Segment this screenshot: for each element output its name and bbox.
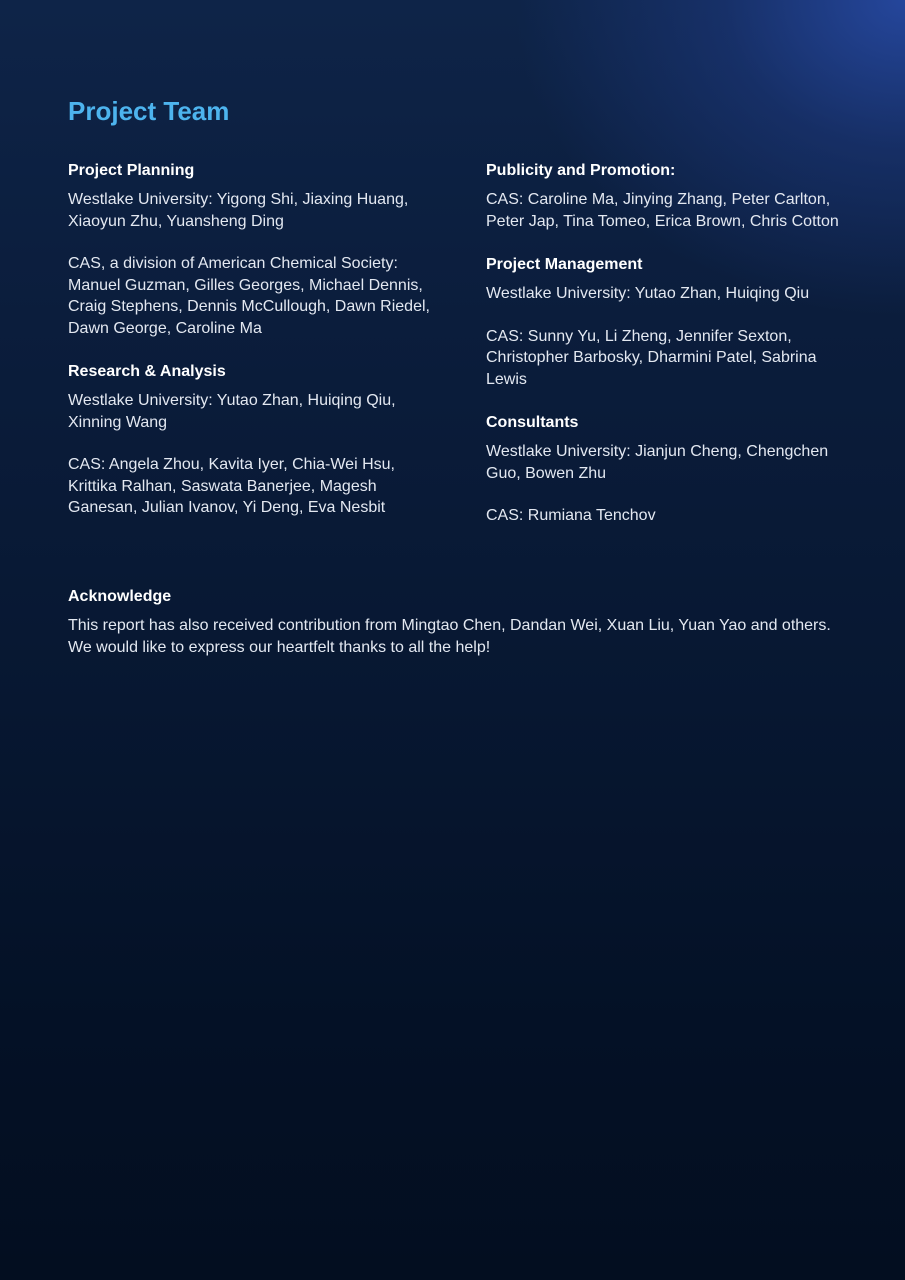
section-heading: Project Planning <box>68 162 195 179</box>
section-consultants <box>486 412 866 527</box>
section-paragraph: CAS: Rumiana Tenchov <box>486 507 656 524</box>
page-title: Project Team <box>68 96 230 126</box>
section-paragraph: Westlake University: Yigong Shi, Jiaxing Huang, Xiaoyun Zhu, Yuansheng Ding <box>68 191 409 230</box>
acknowledge-heading: Acknowledge <box>68 588 172 605</box>
section-paragraph: CAS, a division of American Chemical Society: Manuel Guzman, Gilles Georges, Michael Dennis, Craig Stephens, Dennis McCullough, Dawn Riedel, Dawn George, Caroline Ma <box>68 255 430 337</box>
left-column <box>68 160 453 541</box>
section-project-planning <box>68 160 453 339</box>
acknowledge-section <box>68 586 868 658</box>
section-paragraph: CAS: Angela Zhou, Kavita Iyer, Chia-Wei Hsu, Krittika Ralhan, Saswata Banerjee, Magesh Ganesan, Julian Ivanov, Yi Deng, Eva Nesbit <box>68 456 395 516</box>
section-paragraph: Westlake University: Jianjun Cheng, Chengchen Guo, Bowen Zhu <box>486 443 829 482</box>
section-paragraph: Westlake University: Yutao Zhan, Huiqing Qiu <box>486 285 810 302</box>
section-project-management <box>486 254 866 390</box>
section-paragraph: Westlake University: Yutao Zhan, Huiqing Qiu, Xinning Wang <box>68 392 396 431</box>
section-heading: Project Management <box>486 256 643 273</box>
section-paragraph: CAS: Caroline Ma, Jinying Zhang, Peter Carlton, Peter Jap, Tina Tomeo, Erica Brown, Chris Cotton <box>486 191 839 230</box>
right-column <box>486 160 866 549</box>
section-paragraph: CAS: Sunny Yu, Li Zheng, Jennifer Sexton, Christopher Barbosky, Dharmini Patel, Sabrina Lewis <box>486 327 817 388</box>
section-heading: Publicity and Promotion: <box>486 162 676 179</box>
acknowledge-text: This report has also received contribution from Mingtao Chen, Dandan Wei, Xuan Liu, Yuan Yao and others. We would like to express our heartfelt thanks to all the help! <box>68 617 831 656</box>
section-heading: Consultants <box>486 414 579 431</box>
section-heading: Research & Analysis <box>68 363 226 380</box>
section-publicity <box>486 160 866 232</box>
section-research-analysis <box>68 361 453 519</box>
